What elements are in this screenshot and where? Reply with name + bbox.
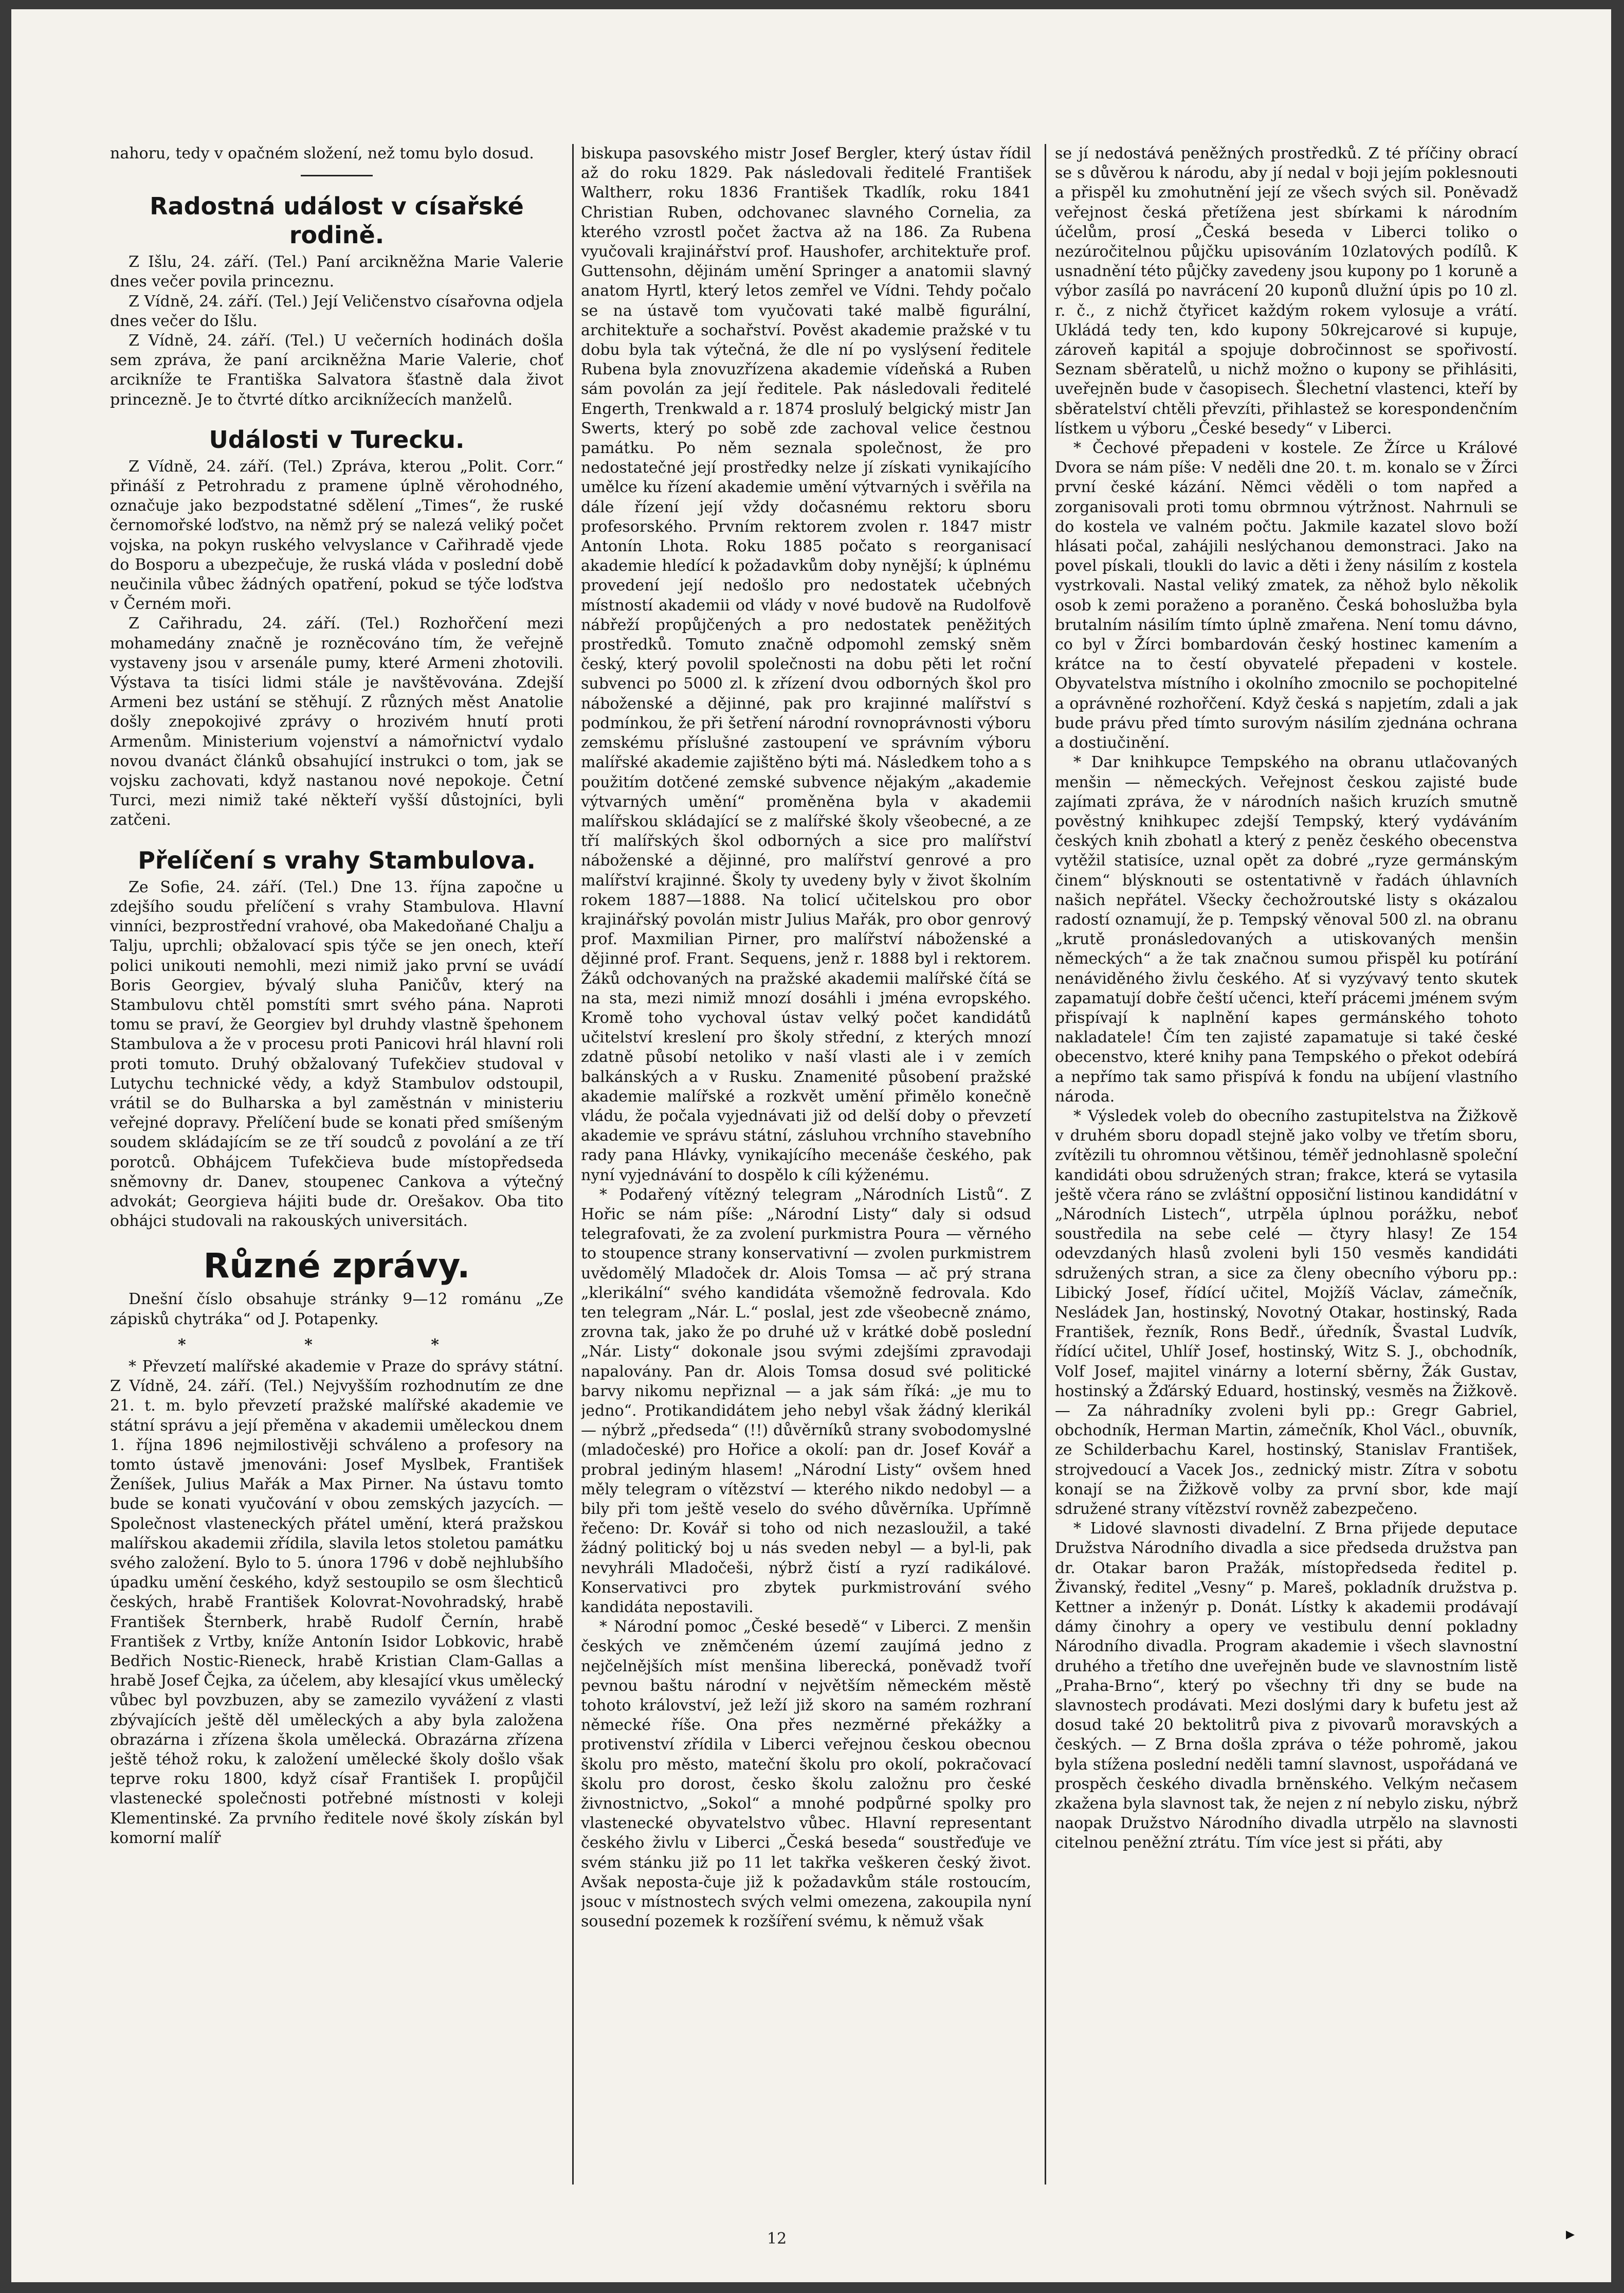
column-middle: [581, 144, 1031, 2184]
article-paragraph: Z Vídně, 24. září. (Tel.) Zpráva, kterou „Polit. Corr.“ přináší z Petrohradu z pramene úplně věrohodného, označuje jako bezpodstatné sdělení „Times“, že ruské černomořské loďstvo, na němž prý se nalezá veliký počet vojska, na pokyn ruského velvyslance v Cařihradě vjede do Bosporu a ubezpečuje, že ruská vláda v poslední době neučinila vůbec žádných opatření, pokud se týče loďstva v Černém moři.: [110, 457, 563, 613]
column-divider: [1045, 144, 1046, 2184]
article-paragraph: * Dar knihkupce Tempského na obranu utlačovaných menšin — německých. Veřejnost českou zajisté bude zajímati zpráva, že v národních našich kruzích smutně pověstný knihkupec zdejší Tempský, který vydáváním českých knih zbohatl a který z peněz českého obecenstva vytěžil statisíce, uznal opět za dobré „ryze germánským činem“ blýsknouti se ostentativně v řadách úhlavních našich nepřátel. Všecky čechožroutské listy s okázalou radostí oznamují, že p. Tempský věnoval 500 zl. na obranu „krutě pronásledovaných a utiskovaných menšin německých“ a že tak značnou sumou přispěl ku potírání nenáviděného živlu českého. Ať si vyzývavý tento skutek zapamatují dobře čeští učenci, kteří prácemi jménem svým přispívají k naplnění kapes germánského tohoto nakladatele! Čím ten zajisté zapamatuje si také české obecenstvo, které knihy pana Tempského o překot odebírá a nepřímo tak samo přispívá k fondu na ubíjení vlastního národa.: [1055, 753, 1518, 1106]
article-paragraph: Z Cařihradu, 24. září. (Tel.) Rozhořčení mezi mohamedány značně je rozněcováno tím, že veřejně vystaveny jsou v arsenále pumy, které Armeni zhotovili. Výstava ta tisíci lidmi stále je navštěvována. Zdejší Armeni bez ustání se stěhují. Z různých měst Anatolie došly znepokojivé zprávy o hrozivém hnutí proti Armenům. Ministerium vojenství a námořnictví vydalo novou dvanáct článků obsahující instrukci o tom, jak se vojsku zachovati, když nastanou nové nepokoje. Četní Turci, mezi nimiž také někteří vyšší důstojníci, byli zatčeni.: [110, 615, 563, 829]
article-paragraph: biskupa pasovského mistr Josef Bergler, který ústav řídil až do roku 1829. Pak následovali ředitelé František Waltherr, roku 1836 František Tkadlík, roku 1841 Christian Ruben, odchovanec slavného Cornelia, za kterého vzrostl počet žactva až na 186. Za Rubena vyučovali krajinářství prof. Haushofer, architektuře prof. Guttensohn, dějinám umění Springer a anatomii slavný anatom Hyrtl, který letos zemřel ve Vídni. Tehdy počalo se na ústavě tom vyučovati také malbě figurální, architektuře a sochařství. Pověst akademie pražské v tu dobu byla tak výtečná, že dle ní po vyslýsení ředitele Rubena byla znovuzřízena akademie vídeňská a Ruben sám povolán za její ředitele. Pak následovali ředitelé Engerth, Trenkwald a r. 1874 proslulý belgický mistr Jan Swerts, který po sobě zde zachoval velice čestnou památku. Po něm seznala společnost, že pro nedostatečné její prostředky nelze jí získati vynikajícího umělce ku řízení akademie umění výtvarných i svěřila na dále řízení její vždy dočasnému rektoru sboru profesorského. Prvním rektorem zvolen r. 1847 mistr Antonín Lhota. Roku 1885 počato s reorganisací akademie hledící k požadavkům doby nynější; k úplnému provedení její nedošlo pro nedostatek učebných místností akademii od vlády v nové budově na Rudolfově nábřeží propůjčených a pro nedostatek peněžitých prostředků. Tomuto značně odpomohl zemský sněm český, který povolil společnosti na dobu pěti let roční subvenci po 5000 zl. k zřízení dvou odborných škol pro náboženské a dějinné, pak pro krajinné malířství s podmínkou, že při šetření národní rovnoprávnosti výboru zemskému příslušné zastoupení ve správním výboru malířské akademie zajištěno býti má. Následkem toho a s použitím dotčené zemské subvence nějakým „akademie výtvarných umění“ proměněna byla v akademii malířskou skládající se z malířské školy všeobecné, a ze tří malířských škol odborných a sice pro malířství náboženské a dějinné, pro malířství genrové a pro malířství krajinné. Školy ty uvedeny byly v život školním rokem 1887—1888. Na tolicí učitelskou pro obor krajinářský povolán mistr Julius Mařák, pro obor genrový prof. Maxmilian Pirner, pro malířství náboženské a dějinné prof. Frant. Sequens, jenž r. 1888 byl i rektorem. Žáků odchovaných na pražské akademii malířské čítá se na sta, mezi nimiž mnozí dosáhli i jména evropského. Kromě toho vychoval ústav velký počet kandidátů učitelství kreslení pro školy střední, z kterých mnozí zdatně působí netoliko v naší vlasti ale i v zemích balkánských a v Rusku. Znamenité působení pražské akademie malířské a rozkvět umění přimělo konečně vládu, že počala vyjednávati již od delší doby o převzetí akademie ve správu státní, zásluhou vrchního stavebního rady pana Hlávky, vynikajícího mecenáše českého, pak nyní vyjednávání to dospělo k cíli kýženému.: [581, 145, 1031, 1184]
article-paragraph: * Výsledek voleb do obecního zastupitelstva na Žižkově v druhém sboru dopadl stejně jako volby ve třetím sboru, zvítězili tu ohromnou většinou, téměř jednohlasně společní kandidáti obou sdružených stran; frakce, která se vytasila ještě včera ráno se zvláštní opposiční listinou kandidátní v „Národních Listech“, utrpěla úplnou porážku, neboť soustředila na sebe celé — čtyry hlasy! Ze 154 odevzdaných hlasů zvoleni byli 150 vesměs kandidáti sdružených stran, a sice za členy obecního výboru pp.: Libický Josef, řídící učitel, Mojžíš Václav, zámečník, Nesládek Jan, hostinský, Novotný Otakar, hostinský, Rada František, řezník, Rons Bedř., úředník, Švastal Ludvík, řídící učitel, Uhlíř Josef, hostinský, Witz S. J., obchodník, Volf Josef, majitel vinárny a loterní sběrny, Žák Gustav, hostinský a Žďárský Eduard, hostinský, vesměs na Žižkově. — Za náhradníky zvoleni byli pp.: Gregr Gabriel, obchodník, Herman Martin, zámečník, Khol Václ., obuvník, ze Schilderbachu Karel, hostinský, Stanislav František, strojvedoucí a Vacek Jos., zednický mistr. Zítra v sobotu konají se na Žižkově volby za první sbor, kde mají sdružené strany vítězství rovněž zabezpečeno.: [1055, 1107, 1518, 1519]
margin-mark: ▸: [1566, 2224, 1575, 2244]
headline-turkey: Události v Turecku.: [209, 425, 465, 454]
section-separator: [301, 175, 373, 176]
column-left: [110, 144, 563, 2184]
article-paragraph: * Převzetí malířské akademie v Praze do správy státní. Z Vídně, 24. září. (Tel.) Nejvyšším rozhodnutím ze dne 21. t. m. bylo převzetí pražské malířské akademie ve státní správu a její přeměna v akademii uměleckou dnem 1. října 1896 nejmilostivěji schváleno a profesory na tomto ústavě jmenováni: Josef Myslbek, František Ženíšek, Julius Mařák a Max Pirner. Na ústavu tomto bude se konati vyučování v obou zemských jazycích. — Společnost vlasteneckých přátel umění, která pražskou malířskou akademii zřídila, slavila letos stoletou památku svého založení. Bylo to 5. února 1796 v době nejhlubšího úpadku umění českého, když sestoupilo se osm šlechticů českých, hrabě František Kolovrat-Novohradský, hrabě František Šternberk, hrabě Rudolf Černín, hrabě František z Vrtby, kníže Antonín Isidor Lobkovic, hrabě Bedřich Nostic-Rieneck, hrabě Kristian Clam-Gallas a hrabě Josef Čejka, za účelem, aby klesající vkus umělecký vůbec byl povzbuzen, aby se zamezilo vyvážení z vlasti zbývajících ještě děl uměleckých a aby byla založena obrazárna i zřízena škola umělecká. Obrazárna zřízena ještě téhož roku, k založení umělecké školy došlo však teprve roku 1800, když císař František I. propůjčil vlastenecké společnosti potřebné místnosti v koleji Klementinské. Za prvního ředitele nové školy získán byl komorní malíř: [110, 1357, 563, 1847]
headline-imperial-family: Radostná událost v císařské rodině.: [150, 192, 524, 249]
article-paragraph: Dnešní číslo obsahuje stránky 9—12 románu „Ze zápisků chytráka“ od J. Potapenky.: [110, 1290, 563, 1328]
continued-text: nahoru, tedy v opačném složení, než tomu bylo dosud.: [110, 145, 534, 163]
article-paragraph: Ze Sofie, 24. září. (Tel.) Dne 13. října započne u zdejšího soudu přelíčení s vrahy Stambulova. Hlavní vinníci, bezprostřední vrahové, oba Makedoňané Chalju a Talju, uprchli; obžalovací spis týče se jen onech, kteří polici unikouti nemohli, mezi nimiž jako první se uvádí Boris Georgiev, bývalý sluha Paničův, který na Stambulovu chtěl pomstíti smrt svého pána. Naproti tomu se praví, že Georgiev byl druhdy vlastně špehonem Stambulova a že v procesu proti Panicovi hrál hlavní roli proti tomuto. Druhý obžalovaný Tufekčiev studoval v Lutychu technické vědy, a když Stambulov odstoupil, vrátil se do Bulharska a byl zaměstnán v ministeriu veřejné dopravy. Přelíčení bude se konati před smíšeným soudem skládajícím se ze tří soudců z povolání a ze tří porotců. Obhájcem Tufekčieva bude místopředseda sněmovny dr. Danev, stoupenec Cankova a výtečný advokát; Georgieva hájiti bude dr. Orešakov. Oba tito obhájci studovali na rakouských universitách.: [110, 878, 563, 1231]
article-paragraph: * Podařený vítězný telegram „Národních Listů“. Z Hořic se nám píše: „Národní Listy“ daly si odsud telegrafovati, že za zvolení purkmistra Poura — věrného to stoupence strany konservativní — zvolen purkmistrem uvědomělý Mladoček dr. Alois Tomsa — ač prý strana „klerikální“ svého kandidáta všemožně fedrovala. Kdo ten telegram „Nár. L.“ poslal, jest zde všeobecně známo, zrovna tak, jako že po druhé už v krátké době poslední „Nár. Listy“ dokonale jsou svými zdejšími zpravodaji napalovány. Pan dr. Alois Tomsa dosud své politické barvy nikomu nepřiznal — a jak sám říká: „je mu to jedno“. Protikandidátem jeho nebyl však žádný klerikál — nýbrž „předseda“ (!!) důvěrníků strany svobodomyslné (mladočeské) pro Hořice a okolí: pan dr. Josef Kovář a probral jediným hlasem! „Národní Listy“ ovšem hned měly telegram o vítězství — kterého nikdo nedobyl — a bily při tom ještě veselo do svého důvěrníka. Upřímně řečeno: Dr. Kovář si toho od nich nezasloužil, a také žádný politický boj u nás sveden nebyl — a byl-li, pak nevyhráli Mladočeši, nýbrž čistí a ryzí radikálové. Konservativci pro zbytek purkmistrování svého kandidáta nepostavili.: [581, 1185, 1031, 1617]
article-paragraph: * Národní pomoc „České besedě“ v Liberci. Z menšin českých ve zněmčeném území zaujímá jedno z nejčelnějších míst menšina liberecká, poněvadž tvoří pevnou baštu národní v největším německém městě tohoto království, jež leží již skoro na samém rozhraní německé říše. Ona přes nezměrné překážky a protivenství zřídila v Liberci veřejnou českou obecnou školu pro město, mateční školu pro okolí, pokračovací školu pro dorost, česko školu založnu pro české živnostnictvo, „Sokol“ a mnohé podpůrné spolky pro vlastenecké obyvatelstvo vůbec. Hlavní representant českého živlu v Liberci „Česká beseda“ soustřeďuje ve svém stánku již po 11 let takřka veškeren český život. Avšak neposta-čuje již k požadavkům stále rostoucím, jsouc v místnostech svých velmi omezena, zakoupila nyní sousední pozemek k rozšíření svému, k němuž však: [581, 1618, 1031, 1931]
newspaper-page: [11, 9, 1611, 2282]
article-paragraph: * Lidové slavnosti divadelní. Z Brna přijede deputace Družstva Národního divadla a sice předseda družstva pan dr. Otakar baron Pražák, místopředseda ředitel p. Živanský, ředitel „Vesny“ p. Mareš, pokladník družstva p. Kettner a inženýr p. Donát. Lístky k akademii prodávají dámy činohry a opery ve vestibulu denní pokladny Národního divadla. Program akademie i všech slavnostní druhého a třetího dne uveřejněn bude ve slavnostním listě „Praha-Brno“, který po všechny tři dny se bude na slavnostech prodávati. Mezi doslými dary k bufetu jest až dosud také 20 bektolitrů piva z pivovarů moravských a českých. — Z Brna došla zpráva o téže pohromě, jakou byla stížena poslední neděli tamní slavnost, uspořádaná ve prospěch českého divadla brněnského. Velkým nečasem zkažena byla slavnost tak, že nejen z ní nebylo zisku, nýbrž naopak Družstvo Národního divadla utrpělo na slavnosti citelnou peněžní ztrátu. Tím více jest si přáti, aby: [1055, 1520, 1518, 1852]
article-paragraph: se jí nedostává peněžných prostředků. Z té příčiny obrací se s důvěrou k národu, aby jí nedal v boji jejím poklesnouti a přispěl ku zmohutnění její ze všech svých sil. Poněvadž veřejnost česká přetížena jest sbírkami k národním účelům, prosí „Česká beseda v Liberci toliko o nezúročitelnou půjčku upisováním 10zlatových podílů. K usnadnění této půjčky zavedeny jsou kupony po 1 koruně a výbor zasílá po navrácení 20 kuponů dlužní úpis po 10 zl. r. č., z nichž čtyřicet každým rokem vylosuje a vrátí. Ukládá tedy ten, kdo kupony 50krejcarové si kupuje, zároveň kapitál a spojuje dobročinnost se spořivostí. Seznam sběratelů, u nichž možno o kupony se přihlásiti, uveřejněn bude v časopisech. Šlechetní vlastenci, kteří by sběratelství chtěli převzíti, přihlastež se korespondenčním lístkem u výboru „České besedy“ v Liberci.: [1055, 145, 1518, 438]
headline-stambulov-trial: Přelíčení s vrahy Stambulova.: [138, 846, 536, 874]
column-divider: [572, 144, 574, 2184]
article-paragraph: Z Vídně, 24. září. (Tel.) Její Veličenstvo císařovna odjela dnes večer do Išlu.: [110, 292, 563, 330]
article-paragraph: Z Vídně, 24. září. (Tel.) U večerních hodinách došla sem zpráva, že paní arcikněžna Marie Valerie, choť arcikníže te Františka Salvatora šťastně dala život princezně. Je to čtvrté dítko arciknížecích manželů.: [110, 332, 563, 409]
article-paragraph: Z Išlu, 24. září. (Tel.) Paní arcikněžna Marie Valerie dnes večer povila princeznu.: [110, 253, 563, 291]
star-separator: * * *: [178, 1335, 496, 1354]
article-paragraph: * Čechové přepadeni v kostele. Ze Žírce u Králové Dvora se nám píše: V neděli dne 20. t. m. konalo se v Žírci první české kázání. Němci věděli o tom napřed a zorganisovali proti tomu obrmnou výtržnost. Nahrnuli se do kostela ve valném počtu. Jakmile kazatel slovo boží hlásati počal, zahájili neslýchanou demonstraci. Jako na povel pískali, tloukli do lavic a děti i ženy násilím z kostela vystrkovali. Nastal veliký zmatek, za něhož bylo několik osob k zemi poraženo a poraněno. Česká bohoslužba byla brutalním násilím tímto úplně zmařena. Není tomu dávno, co byl v Žírci bombardován český hostinec kamením a krátce na to čestí obyvatelé přepadeni v kostele. Obyvatelstva místního i okolního zmocnilo se pochopitelné a oprávněné rozhořčení. Když česká s napjetím, zdali a jak bude právu před tímto surovým násilím zjednána ochrana a dostiučinění.: [1055, 439, 1518, 752]
headline-various-news: Různé zprávy.: [203, 1246, 470, 1286]
column-right: [1055, 144, 1518, 2184]
page-number: 12: [767, 2230, 787, 2248]
